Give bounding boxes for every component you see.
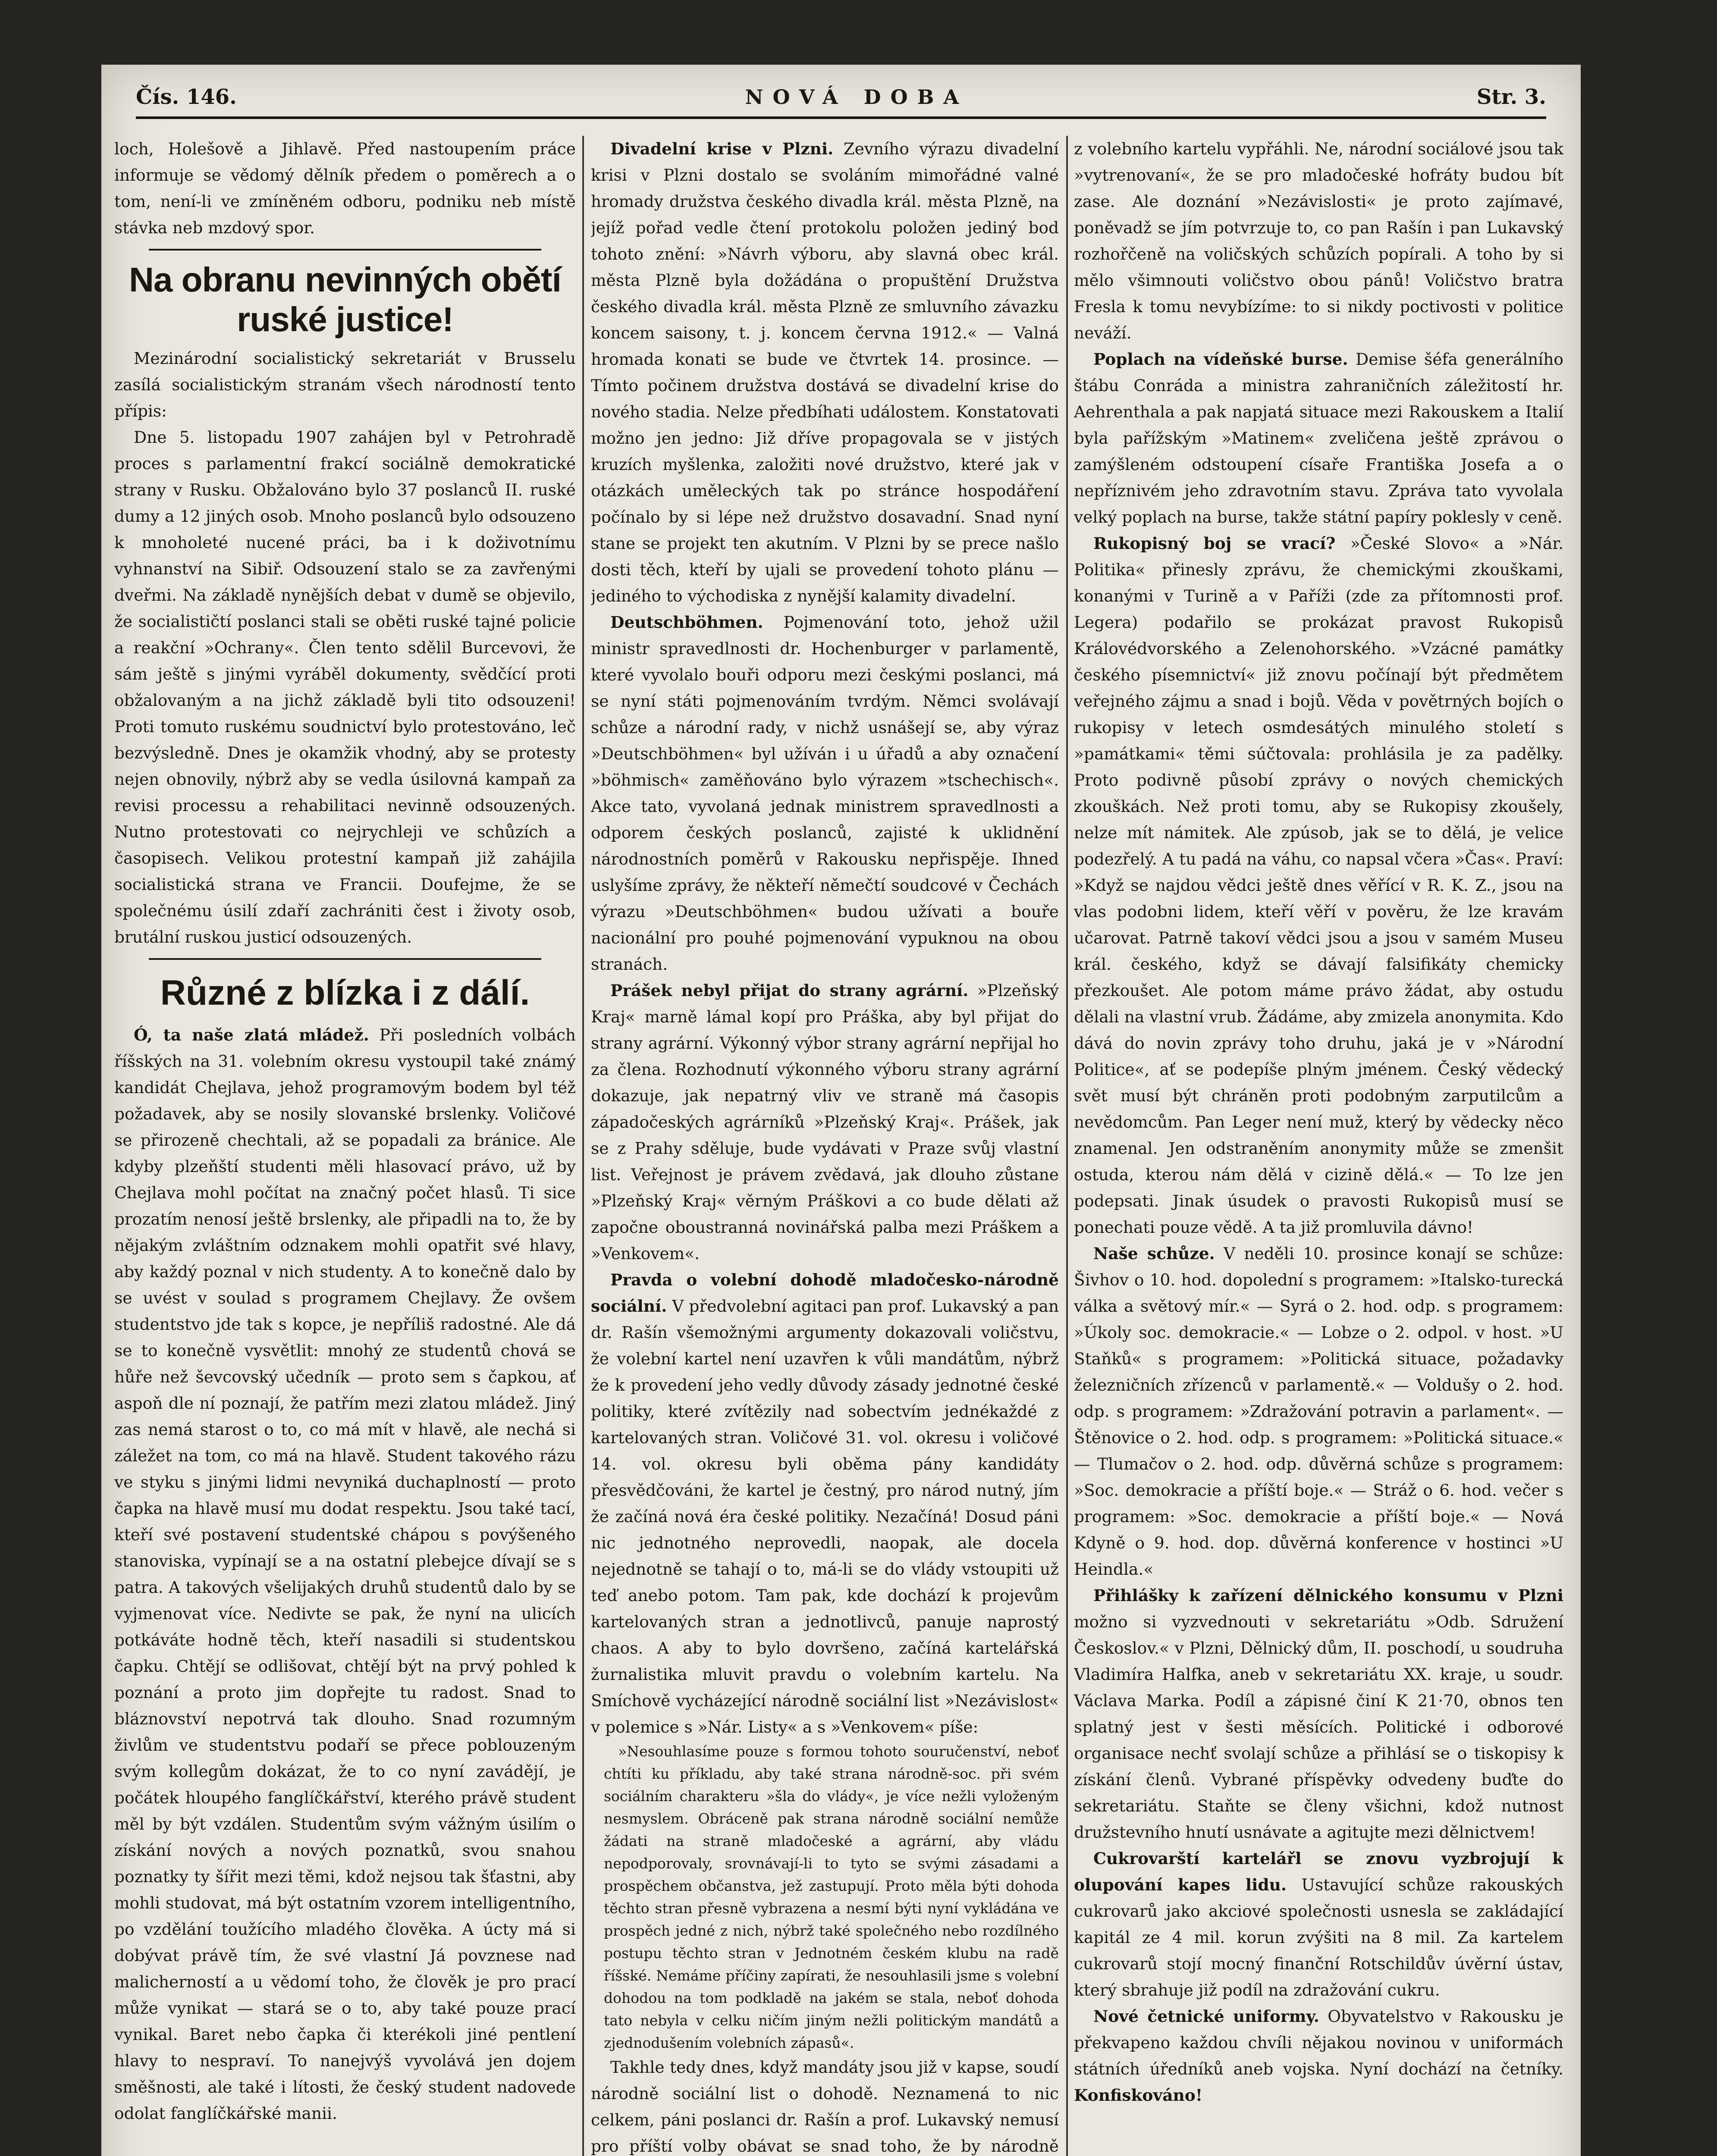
page-number: Str. 3.	[1476, 85, 1546, 109]
news-item-text: Při posledních volbách říšských na 31. volebním okresu vystoupil také známý kandidát Chejlava, jehož programovým bodem byl též požadavek, aby se nosily slovanské brslenky. Voličové se přirozeně chechtali, až se popadali za bránice. Ale kdyby plzeňští studenti měli hlasovací právo, už by Chejlava mohl počítat na značný počet hlasů. Ti sice prozatím nenosí ještě brslenky, ale připadli na to, že by nějakým zvláštním odznakem mohli opatřit své hlavy, aby každý poznal v nich studenty. A to konečně dalo by se uvést v soulad s programem Chejlavy. Že ovšem studentstvo jde tak s kopce, je nepříliš radostné. Ale dá se to konečně vysvětlit: mnohý ze studentů chová se hůře než ševcovský učedník — proto sem s čapkou, ať aspoň dle ní poznají, že patřím mezi zlatou mládež. Jiný zas nemá starost o to, co má mít v hlavě, ale nechá si záležet na tom, co má na hlavě. Student takového rázu ve styku s jinými lidmi nevyniká duchaplností — proto čapka na hlavě musí mu dodat respektu. Jsou také tací, kteří své postavení studentské chápou s povýšeného stanoviska, vypínají se a na ostatní plebejce dívají se s patra. A takových všelijakých druhů studentů dalo by se vyjmenovat více. Nedivte se pak, že nyní na ulicích potkáváte hodně těch, kteří nasadili si studentskou čapku. Chtějí se odlišovat, chtějí být na prvý pohled k poznání a proto jim dopřejte tu radost. Snad to bláznovství nepotrvá tak dlouho. Snad rozumným živlům ve studentstvu podaří se přece poblouzeným svým kollegům dokázat, že to co nyní zavádějí, je počátek hloupého fanglíčkářství, kterého právě student měl by být vzdálen. Studentům svým vážným úsilím o získání nových a nových poznatků, svou snahou poznatky ty šířit mezi těmi, kdož nejsou tak šťastni, aby mohli studovat, má být ostatním vzorem intelligentního, po vzdělání toužícího mladého člověka. A úcty má si dobývat právě tím, že své vlastní Já povznese nad malicherností a u vědomí toho, že člověk je pro prací může vynikat — stará se o to, aby také pouze prací vynikal. Baret nebo čapka či kterékoli jiné pentlení hlavy to nespraví. To nanejvýš vyvolává jen dojem směšnosti, ale také i lítosti, že český student nadovede odolat fanglíčkářské manii.	[114, 1025, 576, 2123]
quotation-block	[591, 1740, 1059, 2054]
news-item-title: Poplach na vídeňské burse.	[1093, 350, 1348, 369]
news-item-title: Nové četnické uniformy.	[1093, 2007, 1319, 2026]
news-item-text: Obyvatelstvo v Rakousku je překvapeno každou chvíli nějakou novinou v uniformách státních úředníků aneb vojska. Nyní dochází na četníky.	[1074, 2007, 1563, 2078]
news-item	[591, 609, 1059, 978]
column-rule	[582, 136, 584, 2156]
masthead: NOVÁ DOBA	[745, 85, 969, 109]
news-item-title: Cukrovarští kartelářl se znovu vyzbrojují k olupování kapes lidu.	[1074, 1849, 1563, 1894]
news-item-text: »České Slovo« a »Nár. Politika« přinesly zprávu, že chemickými zkouškami, konanými v Turině a v Paříži (zde za přítomnosti prof. Legera) podařilo se prokázat pravost Rukopisů Královédvorského a Zelenohorského. »Vzácné památky českého písemnictví« již znovu počínají být předmětem veřejného zájmu a snad i bojů. Věda v povětrných bojích o rukopisy v letech osmdesátých minulého století s »památkami« těmi súčtovala: prohlásila je za padělky. Proto podivně působí zprávy o nových chemických zkouškách. Než proti tomu, aby se Rukopisy zkoušely, nelze mít námitek. Ale zpúsob, jak se to dělá, je velice podezřelý. A tu padá na váhu, co napsal včera »Čas«. Praví: »Když se najdou vědci ještě dnes věřící v R. K. Z., jsou na vlas podobni lidem, kteří věří v pověru, že lze kravám učarovat. Patrně takoví vědci jsou a jsou v samém Museu král. českého, když se dávají falsifikáty chemicky přezkoušet. Ale potom máme právo žádat, aby ostudu dělali na vlastní vrub. Žádáme, aby zmizela anonymita. Kdo dává do novin zprávy toho druhu, jaká je v »Národní Politice«, ať se podepíše plným jménem. Český vědecký svět musí být chráněn proti podobným zarputilcům a nevědomcům. Pan Leger není muž, který by vědecky něco znamenal. Jen odstraněním anonymity může se zmenšit ostuda, kterou nám dělá v cizině dělá.« — To lze jen podepsati. Jinak úsudek o pravosti Rukopisů musí se ponechati pouze vědě. A ta již promluvila dávno!	[1074, 534, 1563, 1237]
news-item	[1074, 2003, 1563, 2109]
article-paragraph: Takhle tedy dnes, když mandáty jsou již v kapse, soudí národně sociální list o dohodě. Neznamená to nic celkem, páni poslanci dr. Rašín a prof. Lukavský nemusí pro příští volby obávat se snad toho, že by národně	[591, 2058, 1059, 2156]
news-item-title: Přihlášky k zařízení dělnického konsumu v Plzni	[1093, 1586, 1563, 1605]
news-item-title: Deutschböhmen.	[610, 613, 763, 632]
column-2	[591, 136, 1059, 2156]
separator	[149, 958, 541, 960]
article-paragraph: Mezinárodní socialistický sekretariát v Brusselu zasílá socialistickým stranám všech národností tento přípis:	[114, 349, 576, 420]
news-item	[1074, 346, 1563, 530]
news-item-text: V předvolební agitaci pan prof. Lukavský a pan dr. Rašín všemožnými argumenty dokazovali voličstvu, že volební kartel není uzavřen k vůli mandátům, nýbrž že k provedení jeho vedly důvody zásady jednotné české politiky, které zvítězily nad sobectvím jednékaždé z kartelovaných stran. Voličové 31. vol. okresu i voličové 14. vol. okresu byli oběma pány kandidáty přesvědčováni, že kartel je čestný, pro národ nutný, jím že začíná nová éra české politiky. Nezačíná! Dosud páni nic jednotného neprovedli, naopak, ale docela nejednotně se tahají o to, má-li se do vlády vstoupiti už teď anebo potom. Tam pak, kde dochází k projevům kartelovaných stran a jednotlivců, panuje naprostý chaos. A aby to bylo dovršeno, začíná kartelářská žurnalistika mluvit pravdu o volebním kartelu. Na Smíchově vycházející národně sociální list »Nezávislost« v polemice s »Nár. Listy« a s »Venkovem« píše:	[591, 1297, 1059, 1736]
news-item-text: Pojmenování toto, jehož užil ministr spravedlnosti dr. Hochenburger v parlamentě, které vyvolalo bouři odporu mezi českými poslanci, má se nyní státi pojmenováním tvrdým. Němci svolávají schůze a národní rady, v nichž usnášejí se, aby výraz »Deutschböhmen« byl užíván i u úřadů a aby označení »böhmisch« zaměňováno bylo výrazem »tschechisch«. Akce tato, vyvolaná jednak ministrem spravedlnosti a odporem českých poslanců, zajisté k uklidnění národnostních poměrů v Rakousku nepřispěje. Ihned uslyšíme zprávy, že někteří němečtí soudcové v Čechách výrazu »Deutschböhmen« budou užívati a bouře nacionální pro pouhé pojmenování vypuknou na obou stranách.	[591, 613, 1059, 974]
section-heading: Různé z blízka i z dálí.	[160, 973, 530, 1012]
news-item	[1074, 530, 1563, 1241]
article-headline: Na obranu nevinných obětí ruské justice!	[129, 260, 561, 338]
news-item-text: Demise šéfa generálního štábu Conráda a ministra zahraničních záležitostí hr. Aehrenthala a pak napjatá situace mezi Rakouskem a Italií byla pařížským »Matinem« zveličena ještě zprávou o zamýšleném odstoupení císaře Františka Josefa a o nepříznivém jeho zdravotním stavu. Zpráva tato vyvolala velký poplach na burse, takže státní papíry poklesly v ceně.	[1074, 350, 1563, 526]
page-header	[136, 78, 1546, 119]
news-item-title: Pravda o volební dohodě mladočesko-národně sociální.	[591, 1270, 1059, 1316]
news-item-text: možno si vyzvednouti v sekretariátu »Odb. Sdružení Českoslov.« v Plzni, Dělnický dům, II. poschodí, u soudruha Vladimíra Halfka, aneb v sekretariátu XX. kraje, u soudr. Václava Marka. Podíl a zápisné činí K 21·70, obnos ten splatný jest v šesti měsících. Politické i odborové organisace nechť svolají schůze a přihlásí se o tiskopisy k získání členů. Vybrané příspěvky odvedeny buďte do sekretariátu. Staňte se členy všichni, kdož nutnost družstevního hnutí usnávate a agitujte mezi dělnictvem!	[1074, 1612, 1563, 1842]
news-item	[591, 1267, 1059, 1740]
news-item-text: V neděli 10. prosince konají se schůze: Šivhov o 10. hod. dopolední s programem: »Italsko-turecká válka a světový mír.« — Syrá o 2. hod. odp. s programem: »Úkoly soc. demokracie.« — Lobze o 2. odpol. v host. »U Staňků« s programem: »Politická situace, požadavky železničních zřízenců v parlamentě.« — Voldušy o 2. hod. odp. s programem: »Zdražování potravin a parlament«. — Štěnovice o 2. hod. odp. s programem: »Politická situace.« — Tlumačov o 2. hod. odp. důvěrná schůze s programem: »Soc. demokracie a příští boje.« — Stráž o 6. hod. večer s programem: »Soc. demokracie a příští boje.« — Nová Kdyně o 9. hod. dop. důvěrná konference v hostinci »U Heindla.«	[1074, 1244, 1563, 1579]
news-item-text: »Plzeňský Kraj« marně lámal kopí pro Práška, aby byl přijat do strany agrární. Výkonný výbor strany agrární nepřijal ho za člena. Rozhodnutí výkonného výboru strany agrární dokazuje, jak nepatrný vliv ve straně má časopis západočeských agrárníků »Plzeňský Kraj«. Prášek, jak se z Prahy sděluje, bude vydávati v Praze svůj vlastní list. Veřejnost je právem zvědavá, jak dlouho zůstane »Plzeňský Kraj« věrným Práškovi a co bude dělati až započne oboustranná novinářská palba mezi Práškem a »Venkovem«.	[591, 981, 1059, 1263]
news-item-title: Ó, ta naše zlatá mládež.	[134, 1025, 369, 1044]
news-item	[1074, 1583, 1563, 1846]
separator	[149, 249, 541, 251]
censorship-mark: Konfiskováno!	[1074, 2086, 1203, 2105]
news-item-text: Ustavující schůze rakouských cukrovarů jako akciové společnosti usnesla se zakládající kapitál ze 4 mil. korun zvýšiti na 8 mil. Za kartelem cukrovarů stojí mocný finanční Rotschildův úvěrní ústav, který sbrahuje již podíl na zdražování cukru.	[1074, 1875, 1563, 1999]
newspaper-page	[101, 65, 1581, 2156]
column-3	[1074, 136, 1563, 2156]
news-item-title: Naše schůze.	[1093, 1244, 1215, 1263]
news-item-title: Divadelní krise v Plzni.	[610, 139, 834, 158]
quotation-text: »Nesouhlasíme pouze s formou tohoto souručenství, neboť chtíti ku příkladu, aby také strana národně-soc. při svém sociálním charakteru »šla do vlády«, je více nežli vyloženým nesmyslem. Obráceně pak strana národně sociální nemůže žádati na straně mladočeské a agrární, aby vládu nepodporovaly, srovnávají-li to tyto se svými zásadami a prospěchem občanstva, jež zastupují. Proto měla býti dohoda těchto stran přesně vybrazena a nesmí býti nyní vykládána ve prospěch jedné z nich, nýbrž také společného nebo rozdílného postupu těchto stran v Jednotném českém klubu na radě říšské. Nemáme příčiny zapírati, že nesouhlasili jsme s volební dohodou na tom podkladě na jakém se stala, neboť dohoda tato nebyla v celku ničím jiným nežli politickým mandátů a zjednodušením volebních zápasů«.	[604, 1743, 1059, 2051]
column-rule	[1066, 136, 1068, 2156]
news-item	[1074, 1241, 1563, 1583]
news-item	[114, 1022, 576, 2127]
news-item-title: Rukopisný boj se vrací?	[1093, 534, 1336, 553]
article-paragraph: Dne 5. listopadu 1907 zahájen byl v Petrohradě proces s parlamentní frakcí sociálně demokratické strany v Rusku. Obžalováno bylo 37 poslanců II. ruské dumy a 12 jiných osob. Mnoho poslanců bylo odsouzeno k mnoholeté nucené práci, ba i k doživotnímu vyhnanství na Sibiř. Odsouzení stalo se za zavřenými dveřmi. Na základě nynějších debat v dumě se objevilo, že socialističtí poslanci stali se oběti ruské tajné policie a reakční »Ochrany«. Člen tento sdělil Burcevovi, že sám ještě s jinými vyráběl dokumenty, svědčící proti obžalovaným a na jichž základě byli tito odsouzeni! Proti tomuto ruskému soudnictví bylo protestováno, leč bezvýsledně. Dnes je okamžik vhodný, aby se protesty nejen obnovily, nýbrž aby se vedla úsilovná kampaň za revisi processu a rehabilitaci nevinně odsouzených. Nutno protestovati co nejrychleji ve schůzích a časopisech. Velikou protestní kampaň již zahájila socialistická strana ve Francii. Doufejme, že se společnému úsilí zdaří zachrániti čest i životy osob, brutální ruskou justicí odsouzených.	[114, 428, 576, 946]
news-item-title: Prášek nebyl přijat do strany agrární.	[610, 981, 969, 1000]
issue-number: Čís. 146.	[136, 85, 237, 109]
article-continuation: z volebního kartelu vypřáhli. Ne, národní sociálové jsou tak »vytrenovaní«, že se pro mladočeské hofráty budou bít zase. Ale doznání »Nezávislosti« je proto zajímavé, poněvadž se jím potvrzuje to, co pan Rašín i pan Lukavský rozhořčeně na voličských schůzích popírali. A toho by si mělo všimnouti voličstvo obou pánů! Voličstvo bratra Fresla k tomu nevybízíme: to si nikdy poctivosti v politice neváží.	[1074, 139, 1563, 342]
news-item	[591, 978, 1059, 1267]
column-1	[114, 136, 576, 2156]
news-item-text: Zevního výrazu divadelní krisi v Plzni dostalo se svoláním mimořádné valné hromady družstva českého divadla král. města Plzně, na jejíž pořad vedle čtení protokolu položen jediný bod tohoto znění: »Návrh výboru, aby slavná obec král. města Plzně byla dožádána o propuštění Družstva českého divadla král. města Plzně ze smluvního závazku koncem saisony, t. j. koncem června 1912.« — Valná hromada konati se bude ve čtvrtek 14. prosince. — Tímto počinem družstva dostává se divadelní krise do nového stadia. Nelze předbíhati událostem. Konstatovati možno jen jedno: Již dříve propagovala se v jistých kruzích myšlenka, založiti nové družstvo, které jak v otázkách uměleckých tak po stránce hospodáření počínalo by si lépe než družstvo dosavadní. Snad nyní stane se projekt ten akutním. V Plzni by se prece našlo dosti těch, kteří by ujali se provedení tohoto plánu — jediného to východiska z nynější kalamity divadelní.	[591, 139, 1059, 605]
article-continuation: loch, Holešově a Jihlavě. Před nastoupením práce informuje se vědomý dělník předem o poměrech a o tom, není-li ve zmíněném odboru, podniku neb místě stávka neb mzdový spor.	[114, 139, 576, 237]
news-item	[591, 136, 1059, 609]
news-item	[1074, 1846, 1563, 2003]
